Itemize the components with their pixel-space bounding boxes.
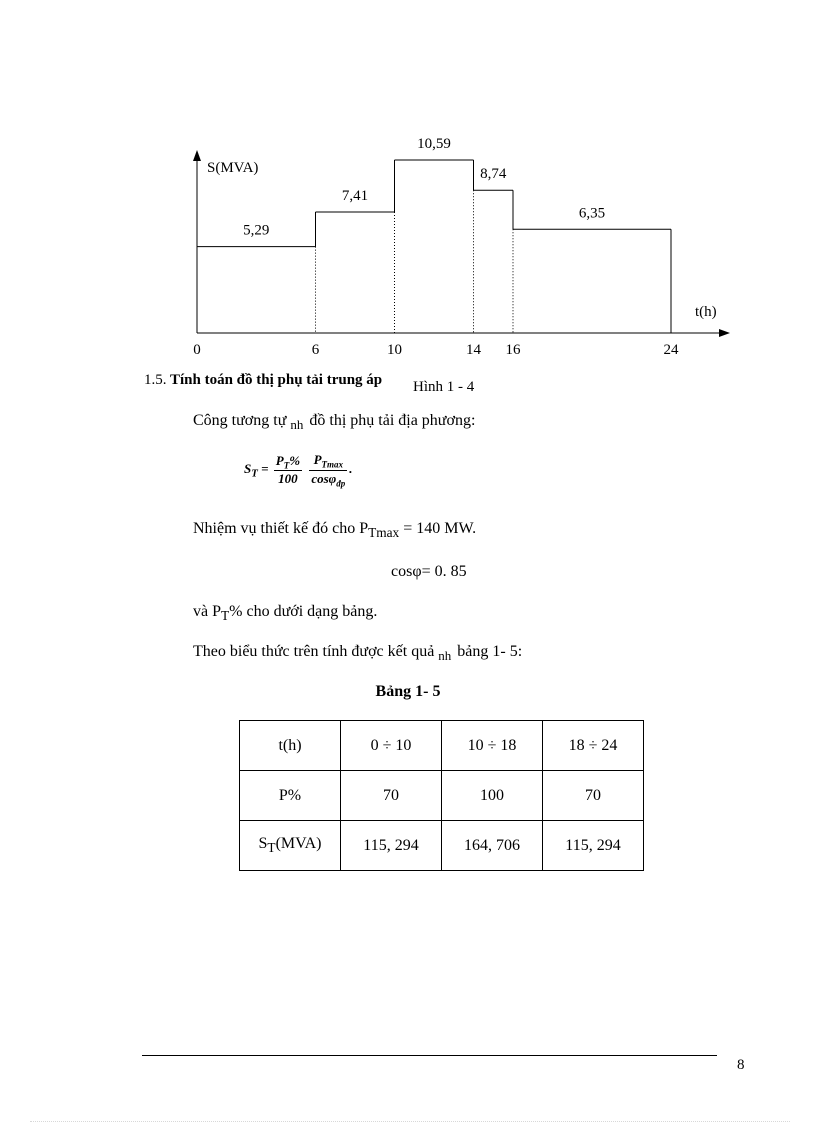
- table-cell: 100: [442, 771, 543, 821]
- data-label: 8,74: [480, 166, 507, 183]
- x-axis-arrow: [719, 329, 730, 337]
- paragraph-2: [193, 520, 476, 541]
- x-tick-label: 10: [387, 342, 402, 358]
- para2-text-a: Nhiệm vụ thiết kế đó cho P: [193, 520, 369, 537]
- x-tick-label: 6: [311, 342, 320, 358]
- table-title: Bảng 1- 5: [375, 683, 441, 700]
- para4-text-a: Theo biểu thức trên tính được kết quả: [193, 643, 435, 660]
- frac1-num-sub: T: [283, 460, 290, 471]
- footer-rule: [142, 1055, 717, 1056]
- data-label: 6,35: [578, 205, 606, 222]
- para3-text-b: % cho dưới dạng bảng.: [229, 603, 378, 620]
- results-table: [239, 720, 644, 871]
- data-label: 5,29: [243, 222, 270, 239]
- cosphi-line: cosφ= 0. 85: [391, 563, 467, 580]
- para2-sub: Tmax: [368, 525, 400, 541]
- section-number: 1.5.: [144, 372, 167, 388]
- section-heading: [144, 372, 382, 389]
- page-bottom-dotted-rule: [30, 1121, 790, 1122]
- st-label-main: S: [258, 834, 268, 852]
- para2-text-b: = 140 MW.: [399, 520, 477, 537]
- step-series: [197, 160, 671, 333]
- frac1-num: P: [275, 452, 284, 468]
- load-chart: [0, 0, 816, 400]
- chart-axes: [193, 150, 730, 337]
- table-cell: 115, 294: [341, 821, 442, 871]
- section-title: Tính toán đồ thị phụ tải trung áp: [169, 372, 383, 388]
- data-label: 10,59: [417, 136, 451, 152]
- formula-eq: =: [261, 461, 269, 477]
- frac2-num: P: [313, 452, 322, 467]
- paragraph-3: [193, 603, 377, 624]
- para1-text-a: Công tương tự: [193, 412, 287, 429]
- x-axis-label: t(h): [695, 304, 717, 320]
- fraction-2: [309, 452, 347, 488]
- formula-lhs-sub: T: [251, 467, 258, 480]
- table-cell: 18 ÷ 24: [543, 721, 644, 771]
- paragraph-4: [193, 643, 522, 661]
- table-row: [240, 771, 644, 821]
- fraction-1: [274, 453, 302, 488]
- st-label-sub: T: [267, 840, 276, 856]
- frac1-num-tail: %: [289, 452, 301, 468]
- table-cell: [240, 821, 341, 871]
- table-row: [240, 721, 644, 771]
- table-cell: 10 ÷ 18: [442, 721, 543, 771]
- para1-text-b: đồ thị phụ tải địa phương:: [309, 412, 476, 429]
- para4-small: nh: [438, 648, 452, 663]
- x-tick-label: 16: [505, 342, 521, 358]
- y-axis-label: S(MVA): [207, 160, 259, 176]
- table-cell: P%: [240, 771, 341, 821]
- table-cell: 115, 294: [543, 821, 644, 871]
- paragraph-1: [193, 412, 475, 430]
- table-cell: 70: [543, 771, 644, 821]
- para1-small: nh: [290, 417, 304, 432]
- figure-caption: Hình 1 - 4: [413, 379, 475, 395]
- x-tick-label: 0: [193, 342, 201, 358]
- para3-sub: T: [221, 608, 230, 624]
- formula: [244, 452, 353, 488]
- frac2-num-sub: Tmax: [321, 459, 344, 470]
- table-cell: 70: [341, 771, 442, 821]
- y-axis-arrow: [193, 150, 201, 161]
- st-label-tail: (MVA): [275, 834, 322, 852]
- formula-end: .: [349, 461, 353, 477]
- formula-lhs: S: [244, 461, 252, 477]
- table-cell: 0 ÷ 10: [341, 721, 442, 771]
- frac2-den: cosφ: [311, 470, 337, 486]
- frac1-den: 100: [278, 471, 298, 487]
- para4-text-b: bảng 1- 5:: [457, 643, 523, 660]
- table-cell: t(h): [240, 721, 341, 771]
- data-label: 7,41: [341, 187, 369, 204]
- para3-text-a: và P: [193, 603, 221, 620]
- table-row: [240, 821, 644, 871]
- x-tick-label: 24: [663, 342, 679, 358]
- x-tick-label: 14: [466, 342, 481, 358]
- table-cell: 164, 706: [442, 821, 543, 871]
- page-number: 8: [737, 1057, 745, 1073]
- frac2-den-sub: đp: [336, 478, 346, 489]
